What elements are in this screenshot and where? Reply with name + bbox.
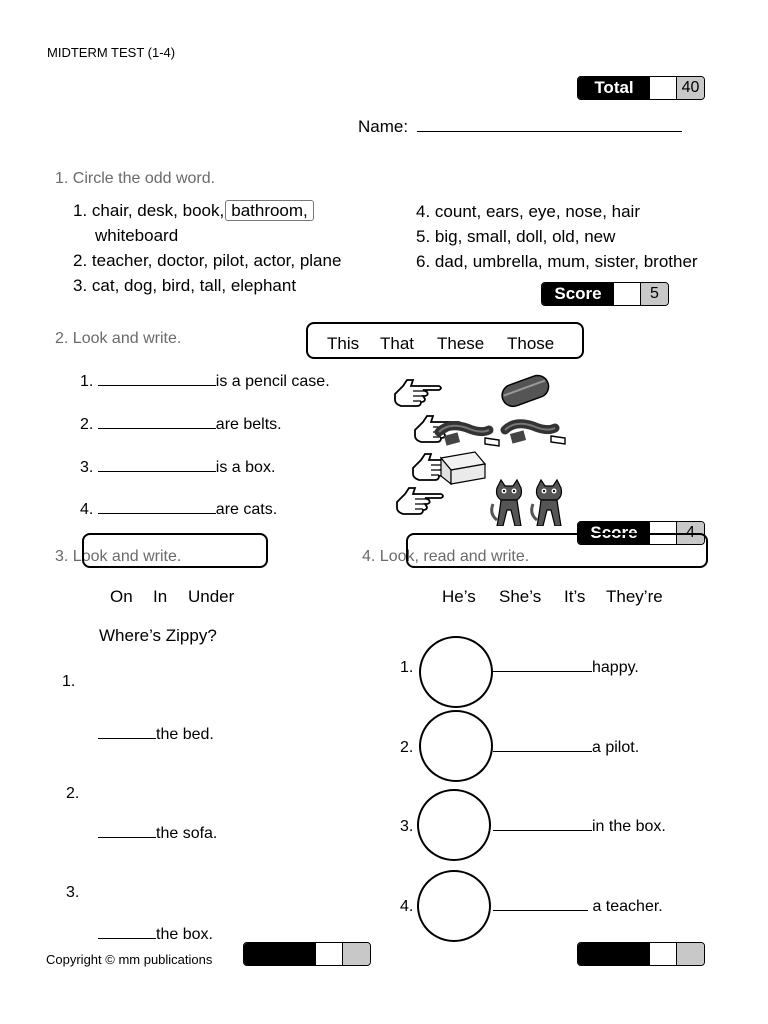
answer-line[interactable] bbox=[493, 910, 588, 911]
section1-title: 1. Circle the odd word. bbox=[55, 170, 216, 187]
score-blank bbox=[614, 283, 641, 305]
cat-image bbox=[532, 480, 562, 526]
picture-circle bbox=[417, 789, 491, 861]
s3-num-3: 3. bbox=[66, 884, 80, 901]
answer-line[interactable] bbox=[98, 471, 216, 472]
word-theyre: They’re bbox=[606, 587, 663, 606]
s3-item-2: the sofa. bbox=[98, 825, 217, 843]
answer-line[interactable] bbox=[98, 428, 216, 429]
s2-item-3: 3. is a box. bbox=[80, 459, 276, 476]
pointing-hand-icon bbox=[397, 488, 443, 514]
question: Where’s Zippy? bbox=[99, 626, 217, 645]
s2-item-4: 4. are cats. bbox=[80, 501, 278, 518]
test-title: MIDTERM TEST (1-4) bbox=[47, 45, 176, 60]
s3-item-1: the bed. bbox=[98, 726, 214, 744]
s4-item-2: a pilot. bbox=[493, 739, 639, 757]
word-on: On bbox=[110, 587, 133, 606]
score-label: Score bbox=[578, 522, 650, 544]
word-these: These bbox=[437, 334, 485, 353]
word-hes: He’s bbox=[442, 587, 476, 606]
answer-line[interactable] bbox=[98, 938, 156, 939]
s1-item-6: 6. dad, umbrella, mum, sister, brother bbox=[416, 252, 698, 271]
answer-line[interactable] bbox=[493, 671, 592, 672]
total-blank bbox=[650, 77, 677, 99]
s2-item-1: 1. is a pencil case. bbox=[80, 373, 330, 390]
section2-picture bbox=[385, 366, 585, 526]
s1-item-3: 3. cat, dog, bird, tall, elephant bbox=[73, 276, 297, 295]
name-field[interactable] bbox=[358, 117, 682, 137]
section4-score-box bbox=[577, 942, 705, 966]
total-score-box bbox=[577, 76, 705, 100]
belt-image bbox=[439, 426, 499, 446]
section3-score-box bbox=[243, 942, 371, 966]
s4-item-1: happy. bbox=[493, 659, 639, 677]
picture-circle bbox=[419, 636, 493, 708]
copyright: Copyright © mm publications bbox=[46, 952, 213, 967]
total-label: Total bbox=[578, 77, 650, 99]
answer-line[interactable] bbox=[98, 385, 216, 386]
name-line[interactable] bbox=[417, 131, 682, 132]
score-label: Score bbox=[542, 283, 614, 305]
s4-num-4: 4. bbox=[400, 898, 414, 915]
section3-title-frame bbox=[82, 533, 268, 568]
section4-title-frame bbox=[406, 533, 708, 568]
answer-line[interactable] bbox=[493, 751, 592, 752]
section3-title: 3. Look and write. bbox=[55, 548, 182, 565]
s4-item-3: in the box. bbox=[493, 818, 666, 836]
s4-num-1: 1. bbox=[400, 659, 414, 676]
cat-image bbox=[492, 480, 522, 526]
score-value bbox=[343, 943, 370, 965]
s4-num-2: 2. bbox=[400, 739, 414, 756]
answer-line[interactable] bbox=[98, 837, 156, 838]
s4-item-4: a teacher. bbox=[493, 898, 663, 916]
word-its: It’s bbox=[564, 587, 586, 606]
s3-item-3: the box. bbox=[98, 926, 213, 944]
word-those: Those bbox=[507, 334, 555, 353]
score-value: 4 bbox=[677, 522, 704, 544]
score-value bbox=[677, 943, 704, 965]
s2-item-2: 2. are belts. bbox=[80, 416, 282, 433]
name-label: Name: bbox=[358, 117, 409, 136]
box-image bbox=[441, 452, 485, 484]
pointing-hand-icon bbox=[395, 380, 441, 406]
word-that: That bbox=[380, 334, 415, 353]
total-value: 40 bbox=[677, 77, 704, 99]
score-value: 5 bbox=[641, 283, 668, 305]
picture-circle bbox=[419, 710, 493, 782]
belt-image bbox=[505, 424, 565, 444]
s1-item-1: 1. chair, desk, book, bathroom, bbox=[73, 201, 314, 221]
s1-item-5: 5. big, small, doll, old, new bbox=[416, 227, 616, 246]
s4-num-3: 3. bbox=[400, 818, 414, 835]
score-blank bbox=[650, 943, 677, 965]
answer-line[interactable] bbox=[98, 513, 216, 514]
answer-line[interactable] bbox=[98, 738, 156, 739]
section2-title: 2. Look and write. bbox=[55, 330, 182, 347]
score-label bbox=[244, 943, 316, 965]
word-under: Under bbox=[188, 587, 235, 606]
s1-item-1-cont: whiteboard bbox=[95, 226, 179, 245]
pencil-case-image bbox=[499, 372, 552, 409]
section4-title: 4. Look, read and write. bbox=[362, 548, 530, 565]
word-shes: She’s bbox=[499, 587, 542, 606]
s3-num-1: 1. bbox=[62, 673, 76, 690]
word-in: In bbox=[153, 587, 168, 606]
s3-num-2: 2. bbox=[66, 785, 80, 802]
picture-circle bbox=[417, 870, 491, 942]
word-this: This bbox=[327, 334, 360, 353]
score-label bbox=[578, 943, 650, 965]
section1-score-box bbox=[541, 282, 669, 306]
score-blank bbox=[316, 943, 343, 965]
answer-line[interactable] bbox=[493, 830, 592, 831]
s1-item-2: 2. teacher, doctor, pilot, actor, plane bbox=[73, 251, 342, 270]
circled-word: bathroom, bbox=[225, 200, 314, 221]
s1-item-4: 4. count, ears, eye, nose, hair bbox=[416, 202, 640, 221]
